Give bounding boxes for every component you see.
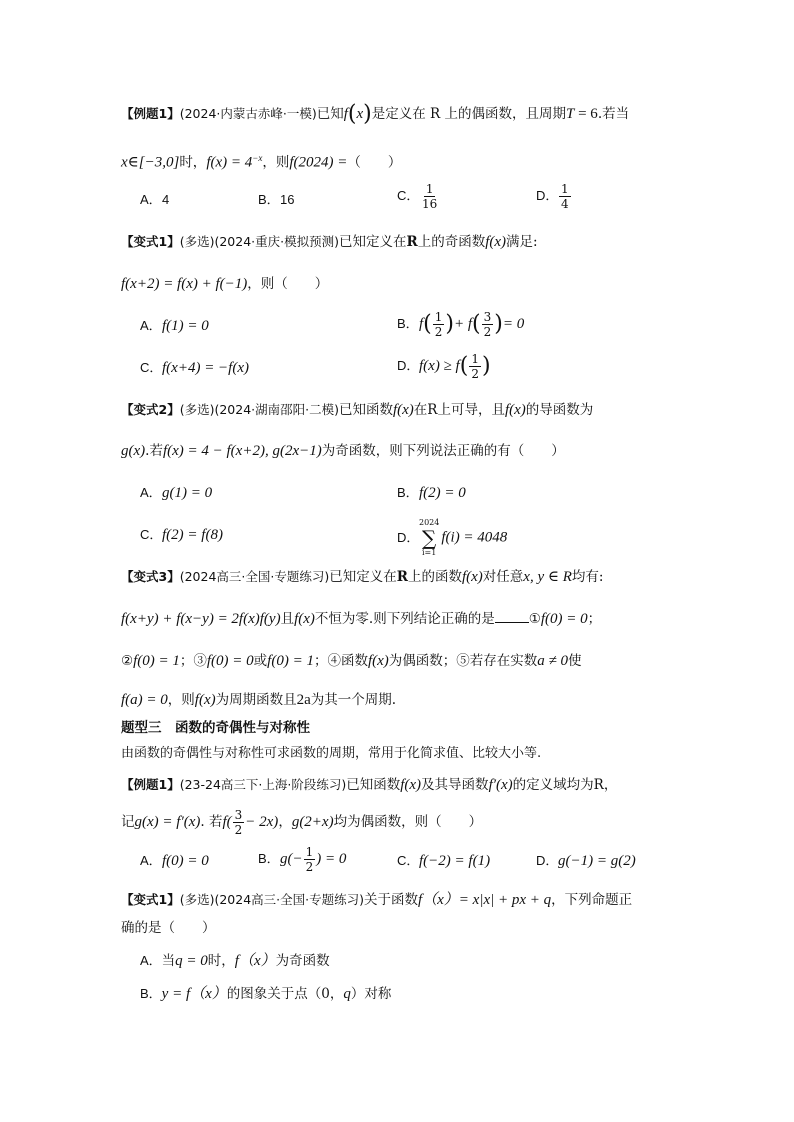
v3-line2: f(x+y) + f(x−y) = 2f(x)f(y)且f(x)不恒为零.则下列结论正确的是 ①f(0) = 0；	[121, 611, 602, 627]
ex1-source: (2024·内蒙古赤峰·一模)	[179, 106, 317, 121]
v1-equation: f(x+2) = f(x) + f(−1)	[121, 276, 248, 292]
section-intro: 由函数的奇偶性与对称性可求函数的周期，常用于化简求值、比较大小等.	[121, 746, 542, 761]
ex1-option-c[interactable]: C． $\frac{1}{16}$	[397, 182, 438, 211]
ex2-option-c[interactable]: C．f(−2) = f(1)	[397, 853, 491, 869]
sum-icon: 2024 ∑ i=1	[419, 518, 440, 557]
ex1-option-d[interactable]: D． $\frac{1}{4}$	[536, 182, 569, 211]
ex2-option-a[interactable]: A．f(0) = 0	[140, 853, 209, 869]
v1-option-c[interactable]: C．f(x+4) = −f(x)	[140, 360, 249, 376]
ex2-option-b[interactable]: B．g(− $\frac{1}{2}$ ) = 0	[258, 845, 347, 874]
ex1-text2: 是定义在 R 上的偶函数，且周期	[371, 106, 566, 122]
ex2-option-d[interactable]: D．g(−1) = g(2)	[536, 853, 636, 869]
v3-source: (2024高三·全国·专题练习)	[179, 569, 330, 584]
ex1-T: T	[566, 106, 575, 122]
ex1-tag: 【例题1】	[121, 106, 180, 121]
ex1-line1: 【例题1】(2024·内蒙古赤峰·一模)已知f(x)是定义在 R 上的偶函数，且周期T = 6.若当	[121, 101, 630, 127]
v1-source: (多选)(2024·重庆·模拟预测)	[179, 234, 339, 249]
ex2-line2: 记g(x) = f′(x). 若f( $\frac{3}{2}$ − 2x)，g(2+x)均为偶函数，则（ ）	[121, 808, 483, 837]
v2-line2: g(x).若f(x) = 4 − f(x+2), g(2x−1)为奇函数，则下列说法正确的有（ ）	[121, 443, 565, 459]
ex1-line2	[121, 148, 401, 173]
ex1-text1: 已知	[316, 106, 344, 122]
v2-tag: 【变式2】	[121, 402, 180, 417]
ex1-x: x	[356, 106, 364, 122]
v2-option-c[interactable]: C．f(2) = f(8)	[140, 527, 223, 543]
ex1-option-a[interactable]: A．4	[140, 192, 170, 207]
section-title: 题型三 函数的奇偶性与对称性	[121, 720, 310, 736]
ex1-text3: .若当	[597, 106, 630, 122]
v1-option-b[interactable]: B．f( $\frac{1}{2}$ )+ f( $\frac{3}{2}$ )= 0	[397, 310, 525, 339]
ex1-text5: ，则	[262, 154, 290, 171]
ex2-source: (23-24高三下·上海·阶段练习)	[179, 777, 347, 792]
v2-option-a[interactable]: A．g(1) = 0	[140, 485, 213, 501]
v3-equation: f(x+y) + f(x−y) = 2f(x)f(y)	[121, 611, 281, 627]
v4-option-a[interactable]: A．当q = 0时，f（x）为奇函数	[140, 953, 330, 969]
ex1-eq6: = 6	[574, 106, 598, 122]
ex1-option-b[interactable]: B．16	[258, 192, 295, 207]
v4-line1: 【变式1】(多选)(2024高三·全国·专题练习)关于函数f（x）= x|x| + px + q，下列命题正	[121, 892, 633, 908]
v4-line2: 确的是（ ）	[121, 920, 216, 936]
ex2-tag: 【例题1】	[121, 777, 180, 792]
v4-option-b[interactable]: B．y = f（x）的图象关于点（0，q）对称	[140, 986, 392, 1002]
ex1-exponent: −x	[252, 153, 263, 163]
ex1-paren: （ ）	[347, 154, 402, 171]
ex1-f2024: f(2024) =	[289, 154, 348, 171]
v2-line1: 【变式2】(多选)(2024·湖南邵阳·二模)已知函数f(x)在R上可导，且f(x)的导函数为	[121, 402, 594, 418]
v1-line1: 【变式1】(多选)(2024·重庆·模拟预测)已知定义在R上的奇函数f(x)满足:	[121, 234, 538, 250]
v2-option-d[interactable]: D． 2024 ∑ i=1 f(i) = 4048	[397, 518, 508, 557]
v1-option-a[interactable]: A．f(1) = 0	[140, 318, 209, 334]
ex1-text4: 时，	[179, 154, 207, 171]
v1-option-d[interactable]: D．f(x) ≥ f( $\frac{1}{2}$ )	[397, 352, 491, 381]
v3-line1: 【变式3】(2024高三·全国·专题练习)已知定义在R上的函数f(x)对任意x, y ∈ R均有:	[121, 569, 604, 585]
ex2-line1: 【例题1】(23-24高三下·上海·阶段练习)已知函数f(x)及其导函数f′(x)的定义域均为R，	[121, 777, 618, 793]
v1-tag: 【变式1】	[121, 234, 180, 249]
v3-line3: ②f(0) = 1；③f(0) = 0或f(0) = 1；④函数f(x)为偶函数；⑤若存在实数a ≠ 0使	[121, 653, 582, 669]
ex1-fx: f(x) = 4	[206, 154, 253, 171]
v4-source: (多选)(2024高三·全国·专题练习)	[179, 892, 364, 907]
v4-tag: 【变式1】	[121, 892, 180, 907]
v3-tag: 【变式3】	[121, 569, 180, 584]
v2-option-b[interactable]: B．f(2) = 0	[397, 485, 466, 501]
ex1-interval: x∈[−3,0]	[121, 154, 180, 171]
v1-line2: f(x+2) = f(x) + f(−1)，则（ ）	[121, 276, 329, 292]
v3-line4: f(a) = 0，则f(x)为周期函数且2a为其一个周期.	[121, 692, 397, 708]
ex1-f: f	[343, 106, 348, 122]
v2-source: (多选)(2024·湖南邵阳·二模)	[179, 402, 339, 417]
answer-blank[interactable]	[495, 610, 529, 623]
v2-equation: f(x) = 4 − f(x+2), g(2x−1)	[162, 443, 322, 459]
